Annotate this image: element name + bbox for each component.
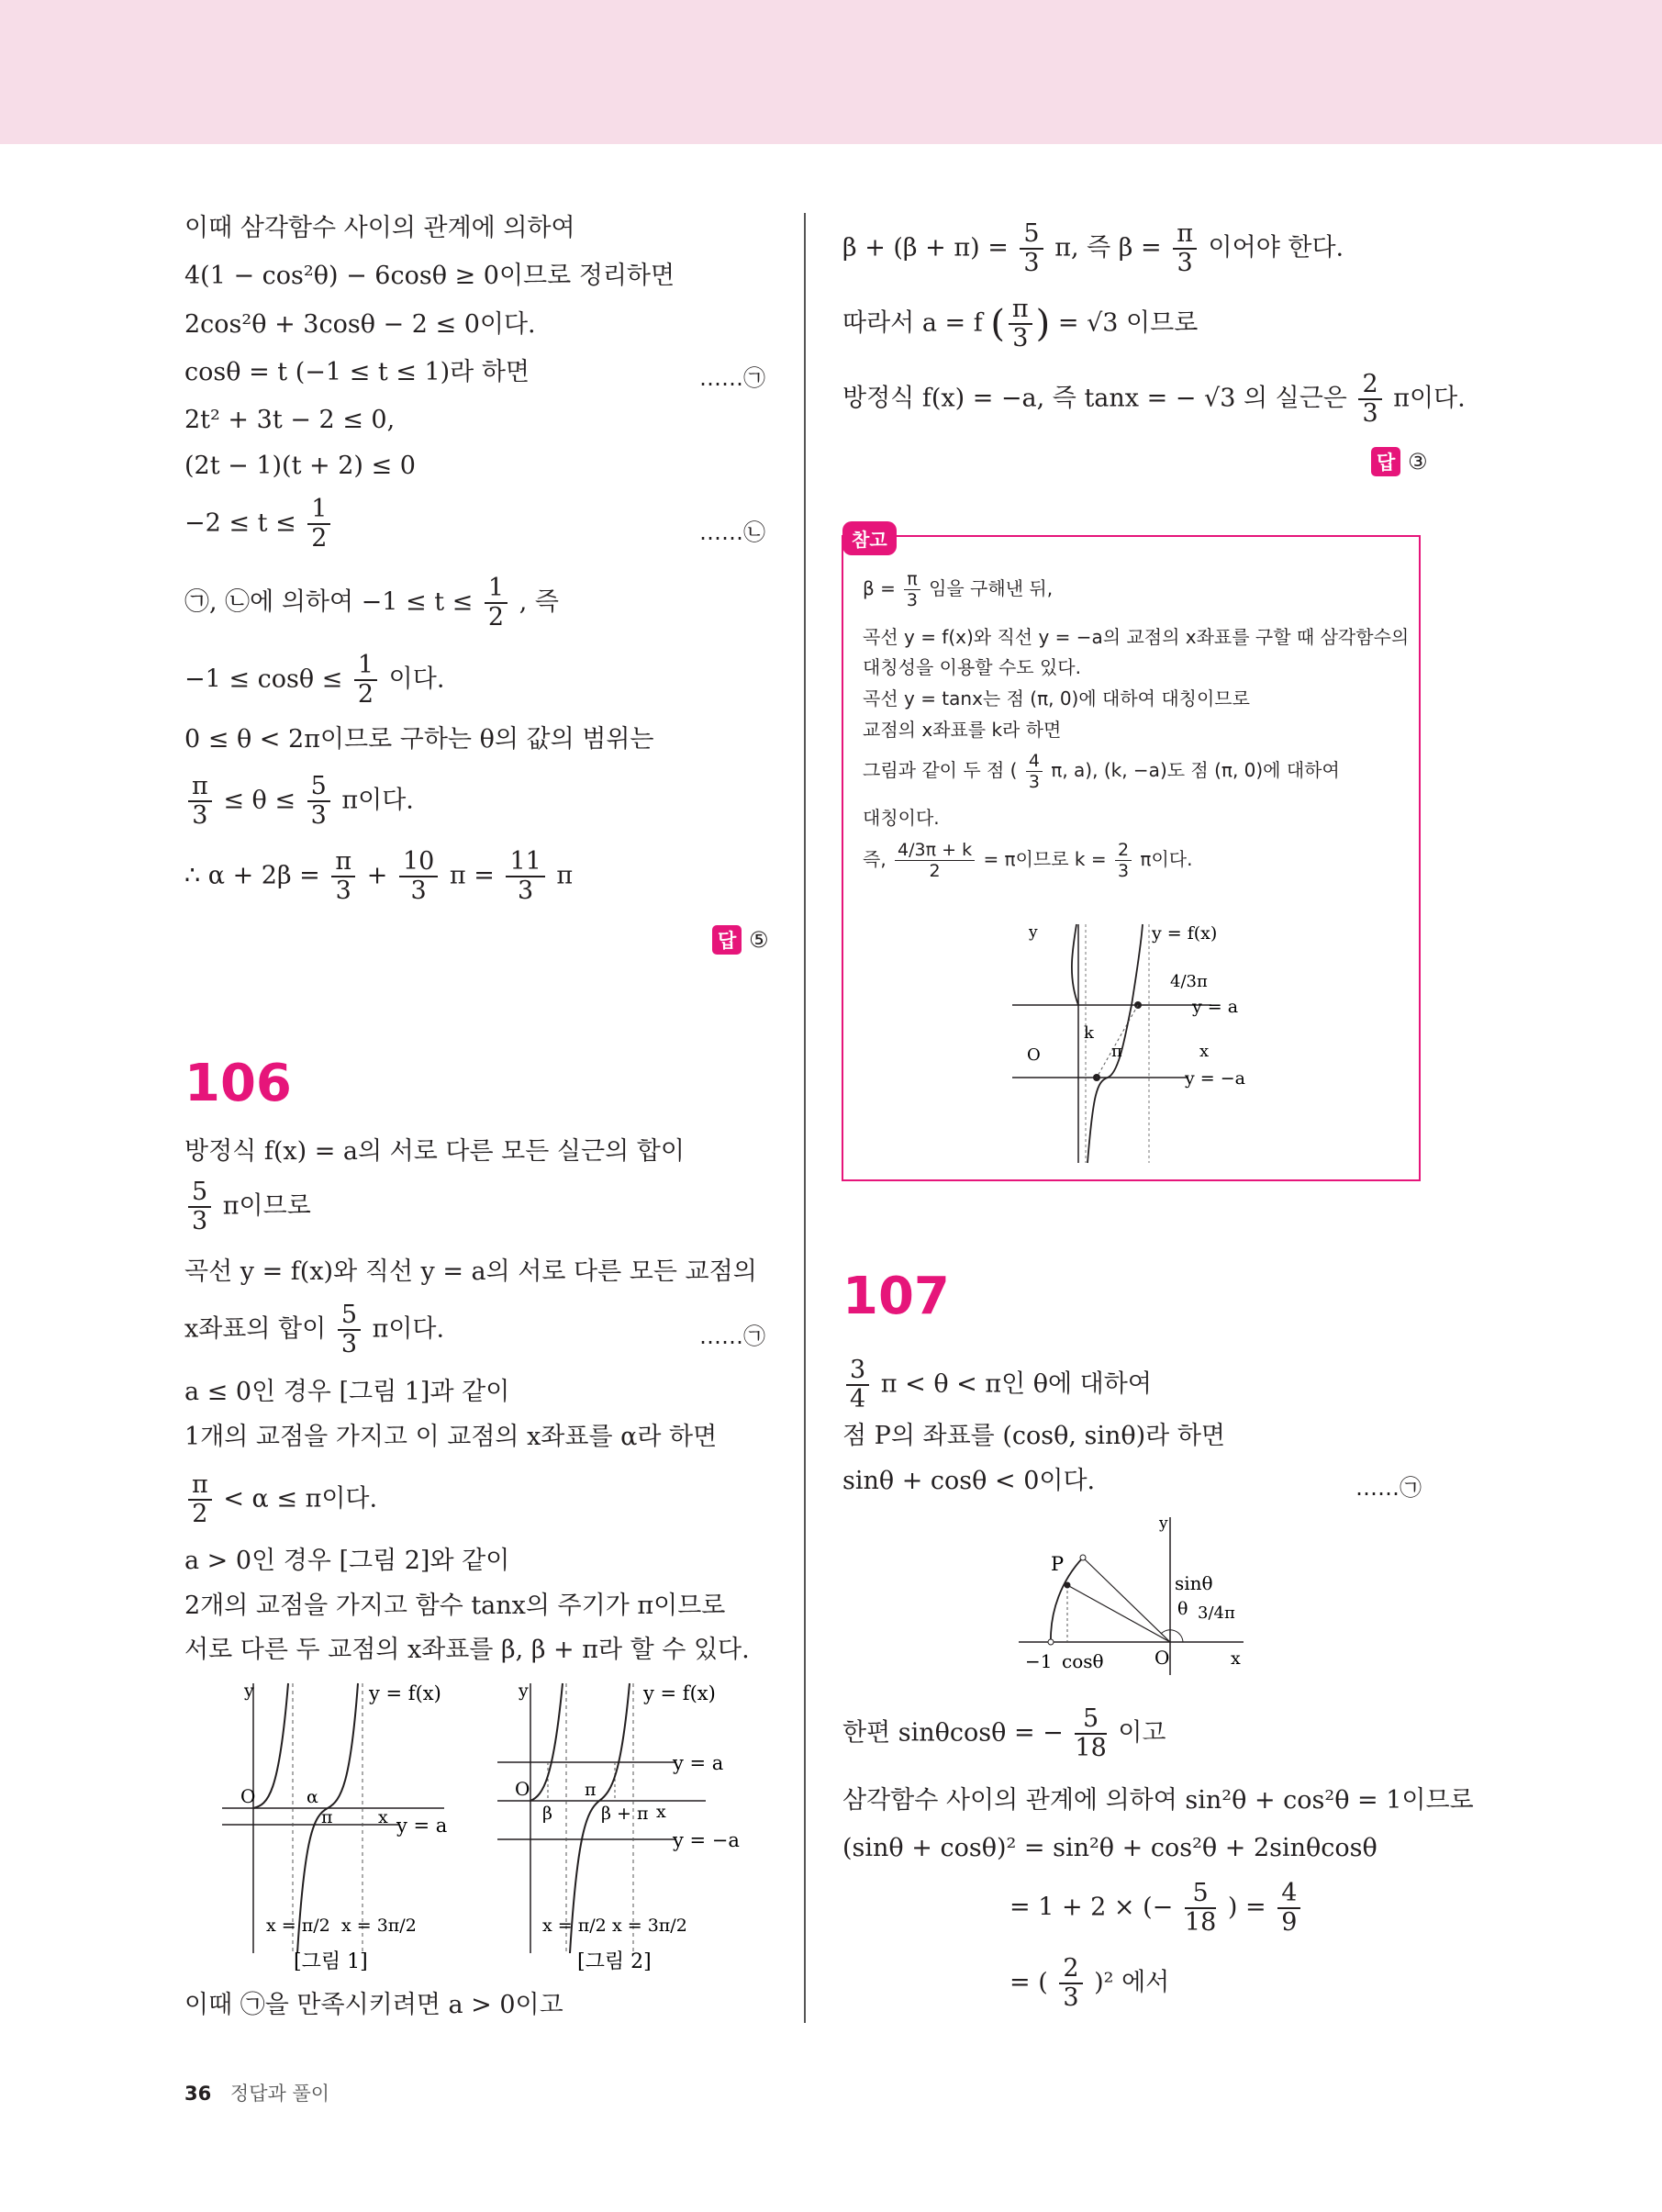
fig-label: θ xyxy=(1177,1599,1188,1619)
text: β + (β + π) = xyxy=(842,233,1009,263)
radius-op xyxy=(1067,1585,1170,1642)
text: 임을 구해낸 뒤, xyxy=(929,577,1054,599)
denominator: 3 xyxy=(1028,772,1040,792)
math-line xyxy=(184,848,573,905)
text: , 즉 xyxy=(519,587,559,617)
point-open xyxy=(1080,1555,1086,1560)
numerator: 10 xyxy=(399,848,438,877)
text: π xyxy=(556,861,574,890)
text: = 1 + 2 × (− xyxy=(1009,1893,1174,1922)
fig-label: cosθ xyxy=(1062,1650,1104,1672)
fraction xyxy=(1358,371,1381,428)
fraction xyxy=(188,1179,211,1235)
math-line xyxy=(184,1302,444,1358)
denominator: 4 xyxy=(850,1385,866,1413)
fig-label: O xyxy=(240,1785,256,1807)
text: ∴ α + 2β = xyxy=(184,861,320,890)
denominator: 3 xyxy=(310,801,327,830)
fraction xyxy=(895,840,975,881)
tan-branch-1 xyxy=(253,1683,288,1808)
fig-label: x xyxy=(1199,1042,1210,1061)
numerator: π xyxy=(1009,296,1032,325)
denominator: 3 xyxy=(340,1330,358,1358)
ref-mark: ……㉠ xyxy=(1355,1475,1422,1501)
fraction xyxy=(307,496,330,553)
fraction xyxy=(1009,296,1032,352)
math-line xyxy=(184,575,559,631)
answer-value: ③ xyxy=(1407,449,1428,475)
text-line: cosθ = t (−1 ≤ t ≤ 1)라 하면 xyxy=(184,358,530,386)
fig-label: y xyxy=(1159,1514,1168,1533)
fig-label: y = a xyxy=(396,1815,448,1837)
fraction xyxy=(354,652,377,709)
math-line xyxy=(184,652,444,709)
ref-line xyxy=(863,840,1192,881)
text-line: 서로 다른 두 교점의 x좌표를 β, β + π라 할 수 있다. xyxy=(184,1636,750,1664)
denominator: 3 xyxy=(192,801,208,830)
tan-branch-1 xyxy=(530,1683,563,1801)
fig-label: π xyxy=(1111,1042,1122,1061)
text: π, a), (k, −a)도 점 (π, 0)에 대하여 xyxy=(1051,759,1340,781)
text: 방정식 f(x) = −a, 즉 tanx = − √3 의 실근은 xyxy=(842,384,1347,413)
text-line: 0 ≤ θ < 2π이므로 구하는 θ의 값의 범위는 xyxy=(184,725,654,754)
denominator: 3 xyxy=(1012,324,1029,352)
point-p xyxy=(1065,1582,1071,1589)
numerator: 11 xyxy=(506,848,544,877)
math-line xyxy=(842,1357,1152,1413)
fraction xyxy=(485,575,508,631)
numerator: 5 xyxy=(338,1302,361,1331)
denominator: 3 xyxy=(1117,861,1130,881)
fig-label: π xyxy=(321,1807,333,1827)
text: x좌표의 합이 xyxy=(184,1314,327,1344)
ref-mark: ……㉠ xyxy=(699,365,765,391)
text: π이다. xyxy=(1393,384,1466,413)
math-line xyxy=(184,496,334,553)
fig-label: x = π/2 xyxy=(266,1916,330,1936)
denominator: 9 xyxy=(1281,1908,1298,1937)
numerator: 2 xyxy=(1358,371,1381,400)
text: 이다. xyxy=(388,665,445,694)
math-line xyxy=(842,1705,1166,1762)
fig-label: β + π xyxy=(601,1804,649,1824)
fig-label: O xyxy=(1027,1045,1041,1065)
fig-label: P xyxy=(1051,1553,1065,1575)
text: π = xyxy=(449,861,495,890)
math-line xyxy=(842,371,1466,428)
text-line: 이때 삼각함수 사이의 관계에 의하여 xyxy=(184,214,575,242)
denominator: 3 xyxy=(192,1207,208,1235)
fraction xyxy=(399,848,438,905)
ref-line: 곡선 y = tanx는 점 (π, 0)에 대하여 대칭이므로 xyxy=(863,687,1250,709)
denominator: 2 xyxy=(487,603,505,631)
fraction xyxy=(1075,1705,1106,1762)
numerator: 3 xyxy=(846,1357,869,1386)
text: π이므로 xyxy=(222,1191,311,1221)
tan-branch-1 xyxy=(1072,924,1078,1005)
numerator: 2 xyxy=(1059,1955,1082,1984)
text: < α ≤ π이다. xyxy=(223,1484,378,1514)
fraction xyxy=(846,1357,869,1413)
text: 그림과 같이 두 점 ( xyxy=(863,759,1018,781)
numerator: 5 xyxy=(1075,1705,1106,1735)
numerator: 1 xyxy=(354,652,377,681)
numerator: 5 xyxy=(188,1179,211,1208)
numerator: 4 xyxy=(1026,751,1043,772)
denominator: 3 xyxy=(906,590,919,610)
fraction xyxy=(1173,220,1197,277)
denominator: 3 xyxy=(518,877,534,905)
fig-label: x xyxy=(1231,1648,1241,1669)
footer-title: 정답과 풀이 xyxy=(229,2083,330,2105)
fraction xyxy=(1277,1880,1300,1937)
text: = √3 이므로 xyxy=(1057,308,1199,338)
answer-badge: 답 xyxy=(1371,447,1400,476)
text: π < θ < π인 θ에 대하여 xyxy=(880,1369,1152,1399)
fig-label: β xyxy=(542,1804,552,1824)
fraction xyxy=(1026,751,1043,792)
fig-label: y xyxy=(1029,923,1038,942)
text-line: 이때 ㉠을 만족시키려면 a > 0이고 xyxy=(184,1991,563,2019)
text-line: 점 P의 좌표를 (cosθ, sinθ)라 하면 xyxy=(842,1422,1226,1450)
denominator: 3 xyxy=(1023,249,1040,277)
text-line: (sinθ + cosθ)² = sin²θ + cos²θ + 2sinθcosθ xyxy=(842,1834,1378,1862)
figure-2 xyxy=(493,1678,768,1981)
fig-label: y = a xyxy=(673,1752,724,1774)
text-line: 1개의 교점을 가지고 이 교점의 x좌표를 α라 하면 xyxy=(184,1423,718,1451)
denominator: 3 xyxy=(335,877,351,905)
fig-label: y = f(x) xyxy=(1152,923,1218,944)
fraction xyxy=(307,773,330,830)
denominator: 3 xyxy=(1177,249,1193,277)
ref-line xyxy=(863,751,1340,792)
math-line xyxy=(184,1179,311,1235)
numerator: π xyxy=(331,848,355,877)
text: π, 즉 β = xyxy=(1054,233,1162,263)
unit-circle-figure xyxy=(1014,1510,1280,1680)
fraction xyxy=(188,1471,212,1528)
text-line: 방정식 f(x) = a의 서로 다른 모든 실근의 합이 xyxy=(184,1137,685,1166)
point-minus-one xyxy=(1048,1639,1054,1645)
numerator: 2 xyxy=(1115,840,1132,861)
text: π이다. xyxy=(1140,848,1193,870)
ref-mark: ……㉡ xyxy=(699,519,765,545)
math-line xyxy=(1009,1880,1304,1937)
problem-number: 106 xyxy=(184,1054,292,1113)
fraction xyxy=(1020,220,1043,277)
denominator: 18 xyxy=(1075,1734,1107,1762)
math-line xyxy=(842,296,1198,352)
denominator: 3 xyxy=(1362,399,1378,428)
fig-label: x xyxy=(656,1802,666,1822)
text-line: 2개의 교점을 가지고 함수 tanx의 주기가 π이므로 xyxy=(184,1592,726,1620)
ref-line: 대칭성을 이용할 수도 있다. xyxy=(863,656,1081,678)
text: = π이므로 k = xyxy=(983,848,1107,870)
text: = ( xyxy=(1009,1968,1048,1997)
text: 즉, xyxy=(863,848,887,870)
numerator: 5 xyxy=(1020,220,1043,250)
ref-line: 교점의 x좌표를 k라 하면 xyxy=(863,719,1062,741)
denominator: 2 xyxy=(929,861,941,881)
fraction xyxy=(1115,840,1132,881)
text-line: 곡선 y = f(x)와 직선 y = a의 서로 다른 모든 교점의 xyxy=(184,1257,757,1286)
text: ≤ θ ≤ xyxy=(223,786,296,815)
denominator: 3 xyxy=(410,877,427,905)
text: −1 ≤ cosθ ≤ xyxy=(184,665,343,694)
ref-line: 곡선 y = f(x)와 직선 y = −a의 교점의 x좌표를 구할 때 삼각함수의 xyxy=(863,626,1410,648)
fig-label: y = −a xyxy=(1185,1068,1245,1089)
text-line: 2t² + 3t − 2 ≤ 0, xyxy=(184,406,396,434)
fig-caption: [그림 2] xyxy=(577,1950,652,1973)
top-band xyxy=(0,0,1662,144)
numerator: 4/3π + k xyxy=(895,840,975,861)
text-line: 삼각함수 사이의 관계에 의하여 sin²θ + cos²θ = 1이므로 xyxy=(842,1786,1474,1815)
fraction xyxy=(1059,1955,1082,2012)
text: ) = xyxy=(1227,1893,1266,1922)
text: 따라서 a = f xyxy=(842,308,983,338)
fig-label: 3/4π xyxy=(1198,1603,1235,1623)
paren-open: ( xyxy=(990,303,1005,345)
numerator: 4 xyxy=(1277,1880,1300,1909)
ref-line xyxy=(863,569,1053,610)
numerator: 1 xyxy=(307,496,330,525)
denominator: 2 xyxy=(192,1500,208,1528)
fig-label: y = −a xyxy=(673,1829,740,1851)
problem-number: 107 xyxy=(842,1267,950,1326)
paren-close: ) xyxy=(1035,303,1051,345)
fig-label: y xyxy=(244,1681,254,1701)
math-line xyxy=(184,1471,377,1528)
ref-line: 대칭이다. xyxy=(863,807,940,829)
fraction xyxy=(904,569,920,610)
numerator: 5 xyxy=(1185,1880,1216,1909)
text: 이고 xyxy=(1118,1718,1166,1748)
answer-value: ⑤ xyxy=(748,927,769,953)
text: −2 ≤ t ≤ xyxy=(184,508,296,538)
math-line xyxy=(842,220,1344,277)
text: )² 에서 xyxy=(1094,1968,1170,1997)
numerator: 1 xyxy=(485,575,508,604)
fig-label: −1 xyxy=(1025,1650,1053,1672)
fig-label: x = 3π/2 xyxy=(341,1916,417,1936)
reference-graph xyxy=(1005,921,1280,1168)
text-line: sinθ + cosθ < 0이다. xyxy=(842,1467,1096,1495)
text-line: a > 0인 경우 [그림 2]와 같이 xyxy=(184,1547,510,1575)
fig-label: π xyxy=(585,1780,597,1800)
fig-label: x = 3π/2 xyxy=(612,1916,687,1936)
fraction xyxy=(338,1302,361,1358)
denominator: 18 xyxy=(1184,1908,1217,1937)
text-line: (2t − 1)(t + 2) ≤ 0 xyxy=(184,452,416,480)
fig-label: sinθ xyxy=(1175,1572,1213,1594)
numerator: π xyxy=(188,1471,212,1501)
text: 이어야 한다. xyxy=(1208,233,1344,263)
ref-mark: ……㉠ xyxy=(699,1324,765,1349)
figure-1 xyxy=(213,1678,461,1981)
denominator: 3 xyxy=(1063,1983,1079,2012)
denominator: 2 xyxy=(311,524,328,553)
numerator: π xyxy=(188,773,212,802)
text-line: 4(1 − cos²θ) − 6cosθ ≥ 0이므로 정리하면 xyxy=(184,262,675,290)
text: 한편 sinθcosθ = − xyxy=(842,1718,1064,1748)
fraction xyxy=(188,773,212,830)
fig-label: 4/3π xyxy=(1170,972,1208,991)
page-footer xyxy=(184,2079,329,2106)
fraction xyxy=(331,848,355,905)
text: β = xyxy=(863,577,896,599)
column-divider xyxy=(804,213,806,2023)
text: ㉠, ㉡에 의하여 −1 ≤ t ≤ xyxy=(184,587,474,617)
answer-106 xyxy=(1371,447,1427,476)
fig-label: O xyxy=(515,1778,530,1800)
numerator: 5 xyxy=(307,773,330,802)
fig-label: O xyxy=(1154,1647,1170,1669)
fraction xyxy=(1185,1880,1216,1937)
fig-label: y xyxy=(519,1681,529,1701)
fig-label: k xyxy=(1084,1023,1094,1043)
answer-badge: 답 xyxy=(712,925,742,955)
fig-caption: [그림 1] xyxy=(294,1950,368,1973)
fig-label: α xyxy=(307,1787,318,1807)
text: π이다. xyxy=(341,786,414,815)
text: π이다. xyxy=(372,1314,445,1344)
numerator: π xyxy=(904,569,920,590)
fig-label: y = f(x) xyxy=(369,1682,441,1704)
page-number: 36 xyxy=(184,2083,212,2105)
fig-label: y = a xyxy=(1192,997,1239,1017)
math-line xyxy=(184,773,414,830)
reference-tag: 참고 xyxy=(842,521,897,555)
text-line: a ≤ 0인 경우 [그림 1]과 같이 xyxy=(184,1378,510,1406)
math-line xyxy=(1009,1955,1169,2012)
fraction xyxy=(506,848,544,905)
denominator: 2 xyxy=(357,680,374,709)
fig-label: y = f(x) xyxy=(643,1682,716,1704)
text: + xyxy=(366,861,388,890)
fig-label: x = π/2 xyxy=(542,1916,607,1936)
text-line: 2cos²θ + 3cosθ − 2 ≤ 0이다. xyxy=(184,310,536,339)
fig-label: x xyxy=(378,1807,388,1827)
numerator: π xyxy=(1173,220,1197,250)
radius-oq xyxy=(1083,1558,1170,1642)
answer-105 xyxy=(712,925,768,955)
